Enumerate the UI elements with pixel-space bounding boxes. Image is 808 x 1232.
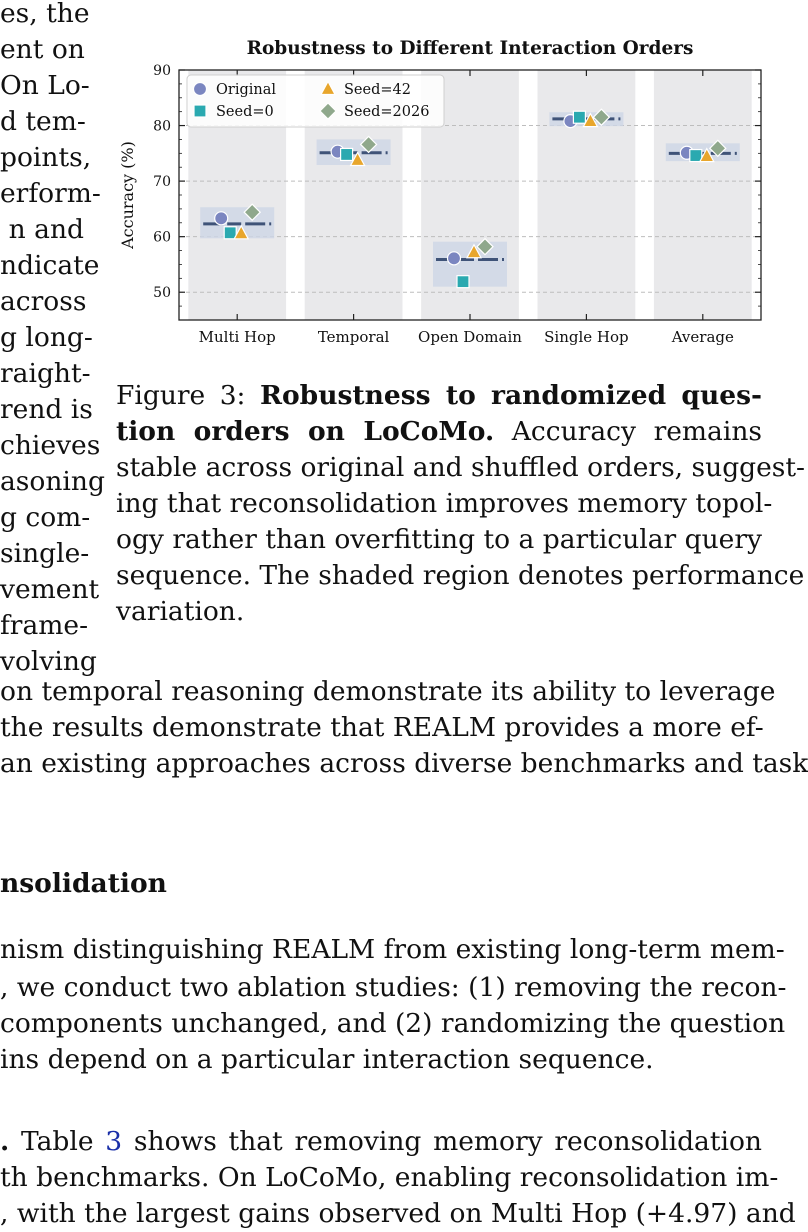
x-tick-label: Single Hop	[544, 328, 629, 346]
legend-marker	[194, 105, 206, 117]
x-tick-label: Temporal	[317, 328, 390, 346]
left-column-fragment: On Lo-	[0, 70, 90, 101]
left-column-fragment: points,	[0, 142, 92, 173]
left-column-fragment: chieves	[0, 430, 101, 461]
left-column-fragment: es, the	[0, 0, 90, 29]
left-column-fragment: raight-	[0, 358, 91, 389]
y-tick-label: 50	[153, 285, 171, 302]
para3-lead: .	[0, 1126, 10, 1157]
x-tick-label: Multi Hop	[198, 328, 276, 346]
body-line: an existing approaches across diverse benchmarks and task	[0, 748, 808, 779]
caption-text: Accuracy remains	[511, 416, 762, 447]
caption-line-3: stable across original and shuffled orders, suggest-	[116, 452, 805, 483]
data-point-original	[448, 252, 461, 265]
left-column-fragment: across	[0, 286, 87, 317]
data-point-seed-0	[690, 150, 702, 162]
left-column-fragment: volving	[0, 646, 97, 677]
left-column-fragment: vement	[0, 574, 100, 605]
left-column-fragment: ent on	[0, 34, 85, 65]
left-column-fragment: single-	[0, 538, 90, 569]
chart-title: Robustness to Different Interaction Orders	[246, 38, 694, 59]
body-line: , we conduct two ablation studies: (1) removing the recon-	[0, 972, 787, 1003]
caption-line-4: ing that reconsolidation improves memory topol-	[116, 488, 773, 519]
para3-line-1	[0, 1124, 762, 1160]
legend-label: Seed=0	[216, 104, 274, 120]
body-line: on temporal reasoning demonstrate its ability to leverage	[0, 676, 776, 707]
section-heading: nsolidation	[0, 868, 167, 899]
left-column-fragment: n and	[8, 214, 84, 245]
body-line: nism distinguishing REALM from existing long-term mem-	[0, 934, 785, 965]
chart-legend	[187, 75, 444, 127]
body-line: the results demonstrate that REALM provides a more ef-	[0, 712, 764, 743]
data-point-seed-0	[224, 227, 236, 239]
legend-marker	[194, 83, 207, 96]
x-tick-label: Average	[671, 328, 734, 346]
legend-label: Original	[216, 82, 276, 98]
caption-line-5: ogy rather than overfitting to a particular query	[116, 524, 762, 555]
left-column-fragment: asoning	[0, 466, 105, 497]
caption-line-1	[116, 378, 762, 414]
category-band	[538, 70, 636, 320]
category-band	[654, 70, 752, 320]
left-column-fragment: ndicate	[0, 250, 100, 281]
y-tick-label: 80	[153, 118, 171, 135]
caption-line-6: sequence. The shaded region denotes performance	[116, 560, 805, 591]
caption-title-part-2: tion orders on LoCoMo.	[116, 416, 495, 447]
figure-label: Figure 3:	[116, 380, 246, 411]
left-column-fragment: g com-	[0, 502, 91, 533]
y-axis-label: Accuracy (%)	[118, 141, 137, 249]
y-tick-label: 90	[153, 63, 171, 79]
data-point-original	[215, 212, 228, 225]
left-column-fragment: d tem-	[0, 106, 86, 137]
variation-region	[433, 242, 507, 287]
body-line: ins depend on a particular interaction sequence.	[0, 1044, 654, 1075]
table-3-link[interactable]: 3	[105, 1126, 123, 1157]
data-point-seed-0	[457, 276, 469, 288]
caption-title-part-1: Robustness to randomized ques-	[259, 380, 762, 411]
left-column-fragment: erform-	[0, 178, 101, 209]
left-column-fragment: g long-	[0, 322, 93, 353]
legend-label: Seed=42	[344, 82, 411, 98]
body-line: components unchanged, and (2) randomizing the question	[0, 1008, 786, 1039]
para3-line-3: , with the largest gains observed on Multi Hop (+4.97) and	[0, 1198, 796, 1229]
para3-line-2: th benchmarks. On LoCoMo, enabling reconsolidation im-	[0, 1162, 779, 1193]
legend-label: Seed=2026	[344, 104, 430, 120]
para3-table-word: Table	[20, 1126, 94, 1157]
y-tick-label: 60	[153, 229, 171, 246]
x-tick-label: Open Domain	[418, 328, 522, 346]
left-column-fragment: frame-	[0, 610, 89, 641]
caption-line-7: variation.	[116, 596, 245, 627]
para3-text: shows that removing memory reconsolidation	[133, 1126, 762, 1157]
y-tick-label: 70	[153, 174, 171, 191]
data-point-seed-0	[573, 111, 585, 123]
left-column-fragment: rend is	[0, 394, 93, 425]
data-point-seed-0	[341, 148, 353, 160]
figure-3-chart	[112, 30, 764, 350]
caption-line-2	[116, 414, 762, 450]
